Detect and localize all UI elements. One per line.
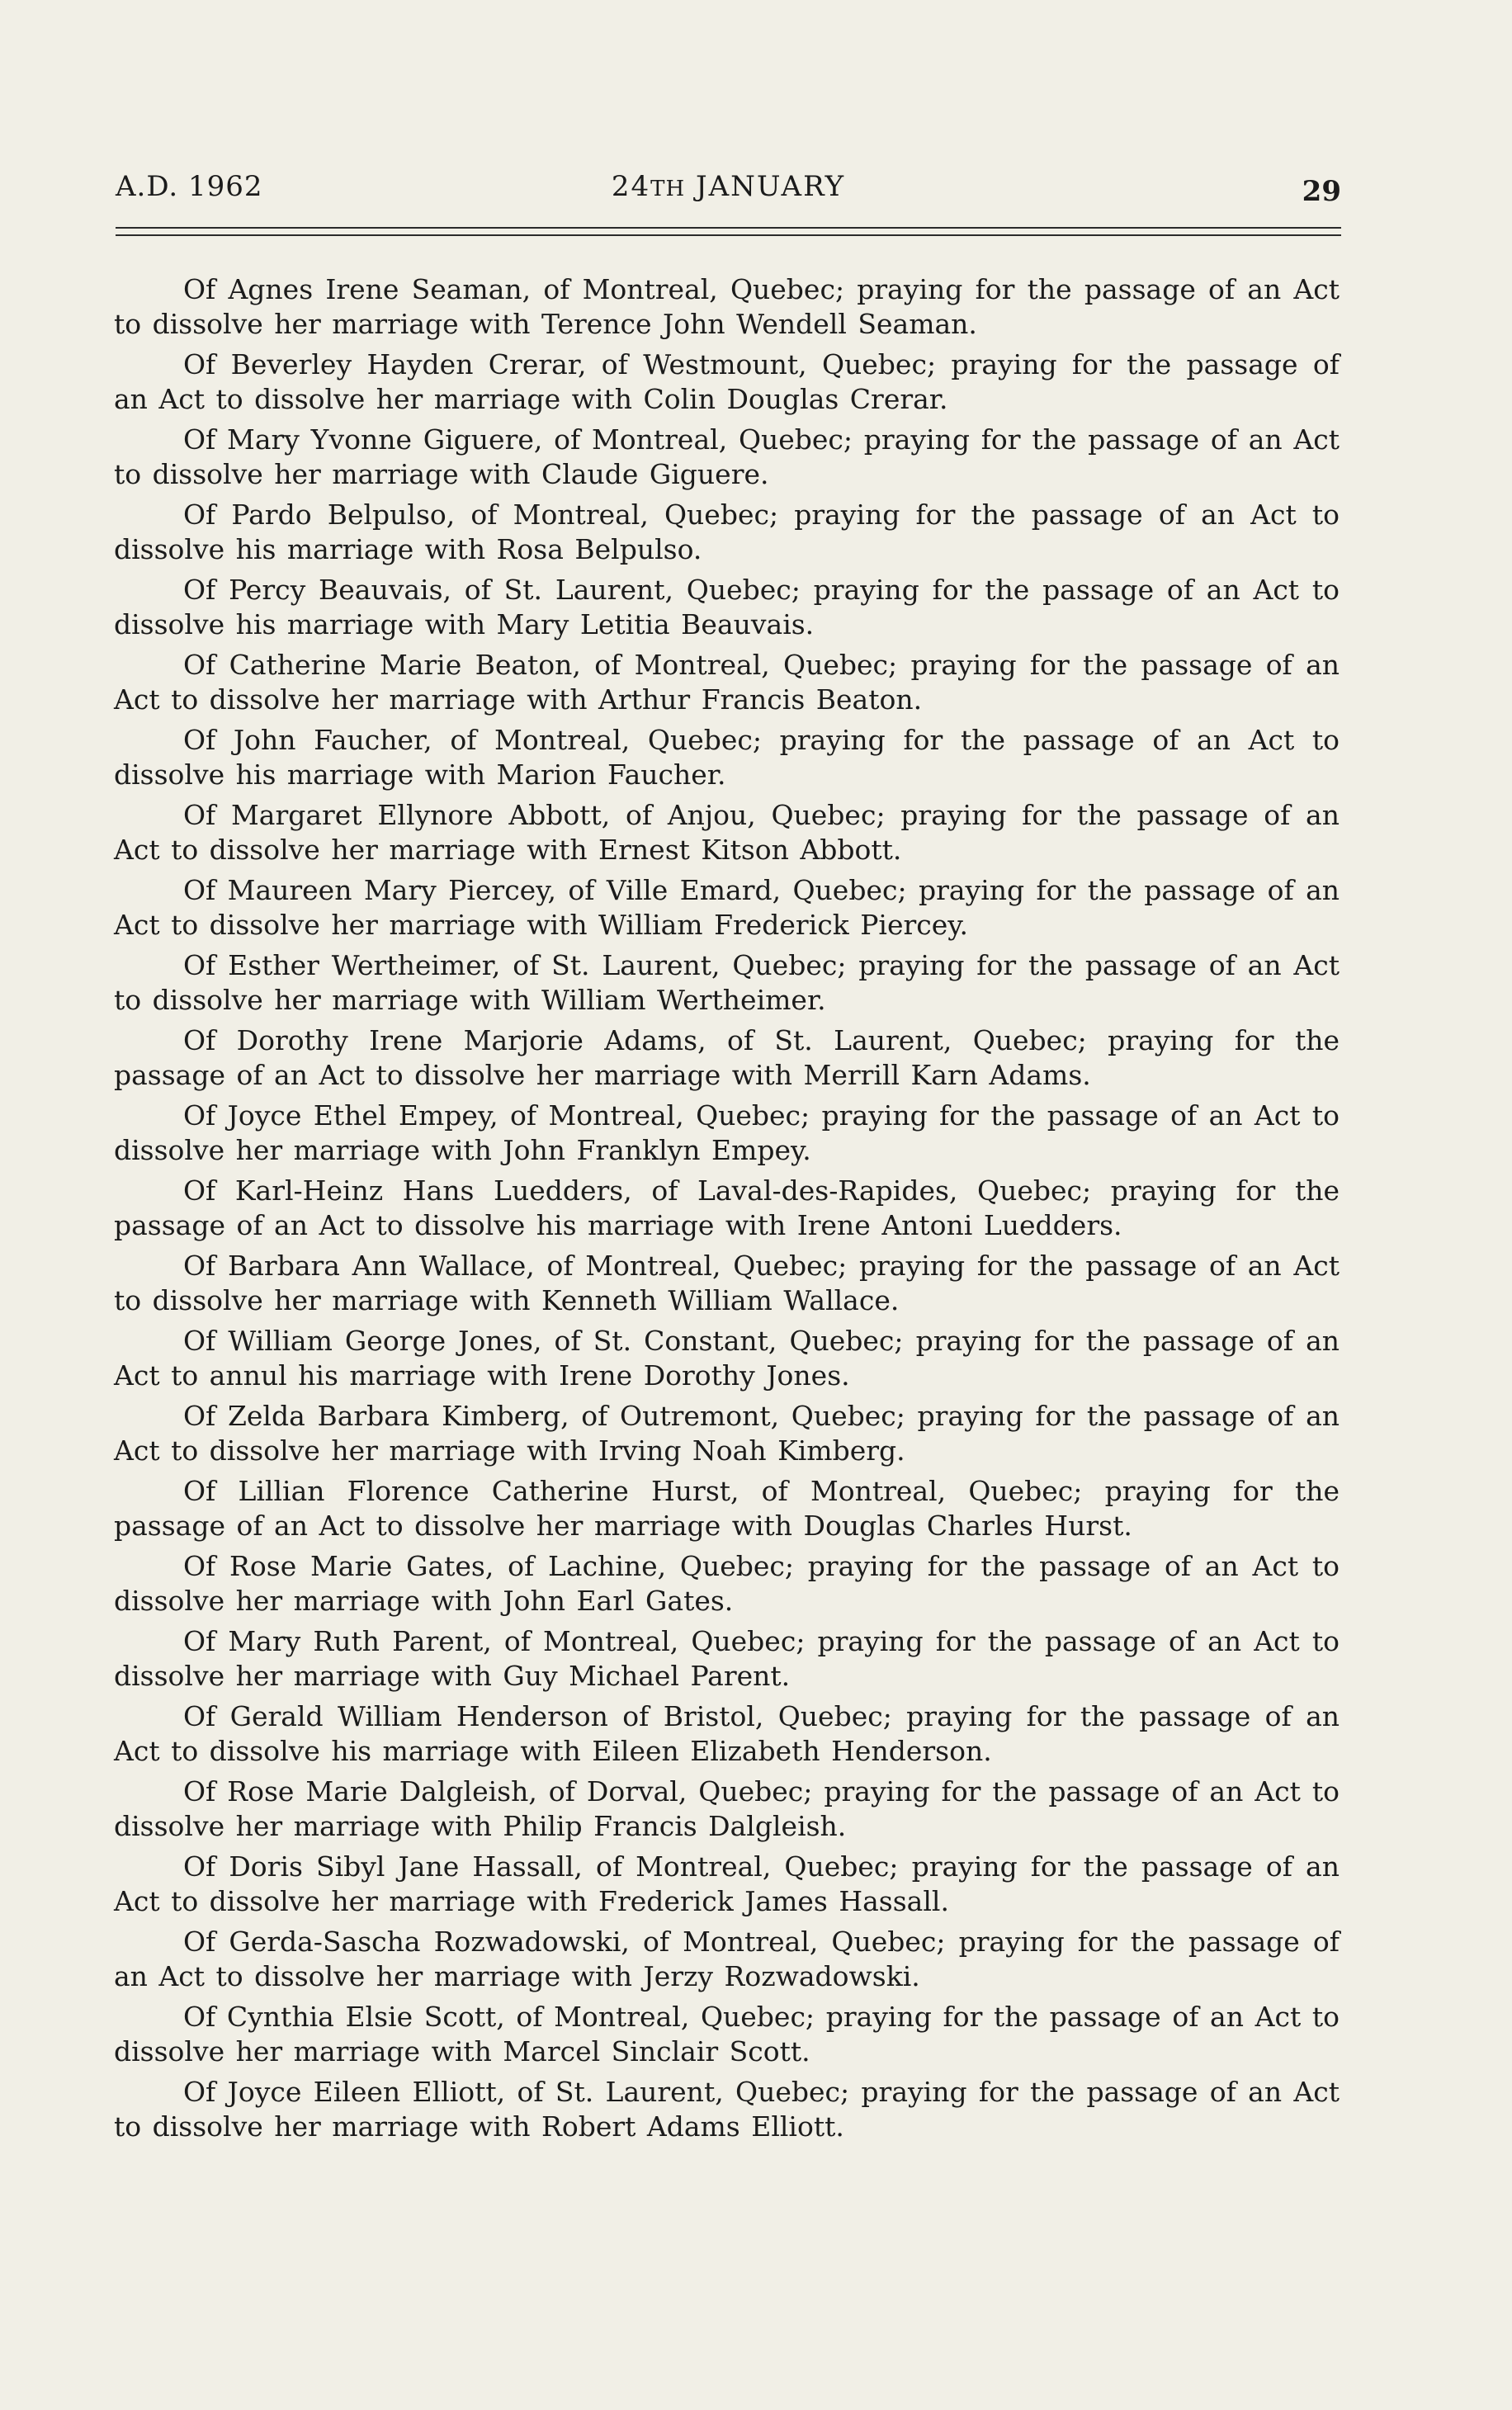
petition-paragraph: Of Margaret Ellynore Abbott, of Anjou, Quebec; praying for the passage of an Act to dissolve her marriage with Ernest Kitson Abbott. xyxy=(114,799,1340,866)
header-date xyxy=(116,170,1341,203)
petition-paragraph: Of Dorothy Irene Marjorie Adams, of St. Laurent, Quebec; praying for the passage of an Act to dissolve her marriage with Merrill Karn Adams. xyxy=(114,1024,1340,1091)
petition-paragraph: Of Lillian Florence Catherine Hurst, of Montreal, Quebec; praying for the passage of an Act to dissolve her marriage with Douglas Charles Hurst. xyxy=(114,1475,1340,1542)
petition-list xyxy=(114,272,1340,2150)
petition-paragraph: Of Cynthia Elsie Scott, of Montreal, Quebec; praying for the passage of an Act to dissolve her marriage with Marcel Sinclair Scott. xyxy=(114,2001,1340,2067)
header-day: 24 xyxy=(611,170,651,203)
petition-paragraph: Of William George Jones, of St. Constant, Quebec; praying for the passage of an Act to annul his marriage with Irene Dorothy Jones. xyxy=(114,1325,1340,1392)
petition-paragraph: Of Mary Yvonne Giguere, of Montreal, Quebec; praying for the passage of an Act to dissolve her marriage with Claude Giguere. xyxy=(114,423,1340,490)
page-header xyxy=(116,170,1341,210)
petition-paragraph: Of Percy Beauvais, of St. Laurent, Quebec; praying for the passage of an Act to dissolve his marriage with Mary Letitia Beauvais. xyxy=(114,574,1340,640)
petition-paragraph: Of Agnes Irene Seaman, of Montreal, Quebec; praying for the passage of an Act to dissolve her marriage with Terence John Wendell Seaman. xyxy=(114,273,1340,340)
petition-paragraph: Of Mary Ruth Parent, of Montreal, Quebec; praying for the passage of an Act to dissolve her marriage with Guy Michael Parent. xyxy=(114,1625,1340,1692)
header-month: JANUARY xyxy=(685,170,846,203)
petition-paragraph: Of Zelda Barbara Kimberg, of Outremont, Quebec; praying for the passage of an Act to dissolve her marriage with Irving Noah Kimberg. xyxy=(114,1400,1340,1467)
petition-paragraph: Of Joyce Ethel Empey, of Montreal, Quebec; praying for the passage of an Act to dissolve her marriage with John Franklyn Empey. xyxy=(114,1099,1340,1166)
petition-paragraph: Of Barbara Ann Wallace, of Montreal, Quebec; praying for the passage of an Act to dissolve her marriage with Kenneth William Wallace. xyxy=(114,1250,1340,1316)
petition-paragraph: Of Gerald William Henderson of Bristol, Quebec; praying for the passage of an Act to dissolve his marriage with Eileen Elizabeth Henderson. xyxy=(114,1700,1340,1767)
petition-paragraph: Of Gerda-Sascha Rozwadowski, of Montreal, Quebec; praying for the passage of an Act to dissolve her marriage with Jerzy Rozwadowski. xyxy=(114,1926,1340,1992)
header-ordinal-suffix: TH xyxy=(650,177,686,201)
petition-paragraph: Of Maureen Mary Piercey, of Ville Emard, Quebec; praying for the passage of an Act to dissolve her marriage with William Frederick Piercey. xyxy=(114,874,1340,941)
petition-paragraph: Of Doris Sibyl Jane Hassall, of Montreal, Quebec; praying for the passage of an Act to dissolve her marriage with Frederick James Hassall. xyxy=(114,1850,1340,1917)
petition-paragraph: Of Esther Wertheimer, of St. Laurent, Quebec; praying for the passage of an Act to dissolve her marriage with William Wertheimer. xyxy=(114,949,1340,1016)
petition-paragraph: Of Pardo Belpulso, of Montreal, Quebec; praying for the passage of an Act to dissolve his marriage with Rosa Belpulso. xyxy=(114,499,1340,565)
petition-paragraph: Of John Faucher, of Montreal, Quebec; praying for the passage of an Act to dissolve his marriage with Marion Faucher. xyxy=(114,724,1340,791)
page-number: 29 xyxy=(1302,175,1341,208)
header-rule-bottom xyxy=(116,234,1341,236)
petition-paragraph: Of Beverley Hayden Crerar, of Westmount, Quebec; praying for the passage of an Act to dissolve her marriage with Colin Douglas Crerar. xyxy=(114,348,1340,415)
petition-paragraph: Of Rose Marie Gates, of Lachine, Quebec; praying for the passage of an Act to dissolve her marriage with John Earl Gates. xyxy=(114,1550,1340,1617)
petition-paragraph: Of Catherine Marie Beaton, of Montreal, Quebec; praying for the passage of an Act to dissolve her marriage with Arthur Francis Beaton. xyxy=(114,649,1340,716)
petition-paragraph: Of Joyce Eileen Elliott, of St. Laurent, Quebec; praying for the passage of an Act to dissolve her marriage with Robert Adams Elliott. xyxy=(114,2076,1340,2143)
header-year: A.D. 1962 xyxy=(116,170,263,203)
petition-paragraph: Of Rose Marie Dalgleish, of Dorval, Quebec; praying for the passage of an Act to dissolve her marriage with Philip Francis Dalgleish. xyxy=(114,1775,1340,1842)
header-rule-top xyxy=(116,227,1341,229)
petition-paragraph: Of Karl-Heinz Hans Luedders, of Laval-des-Rapides, Quebec; praying for the passage of an Act to dissolve his marriage with Irene Antoni Luedders. xyxy=(114,1174,1340,1241)
